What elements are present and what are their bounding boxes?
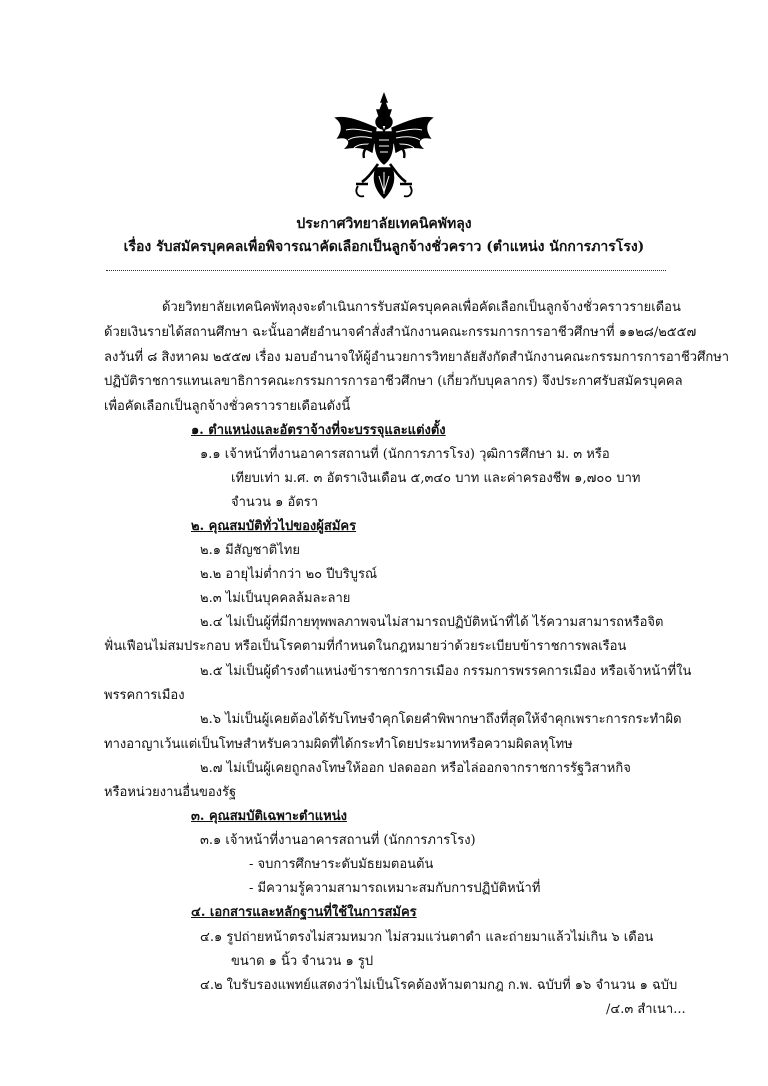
garuda-emblem [332,92,436,202]
intro-line-3: ลงวันที่ ๘ สิงหาคม ๒๕๕๗ เรื่อง มอบอำนาจให้ผู้อำนวยการวิทยาลัยสังกัดสำนักงานคณะกรรมการการอาชีวศึกษา [104,350,730,365]
item-2-6-line-2: ทางอาญาเว้นแต่เป็นโทษสำหรับความผิดที่ได้กระทำโดยประมาทหรือความผิดลหุโทษ [104,737,573,752]
item-3-1: ๓.๑ เจ้าหน้าที่งานอาคารสถานที่ (นักการภารโรง) [200,833,476,848]
item-3-1-bullet-2: - มีความรู้ความสามารถเหมาะสมกับการปฏิบัติหน้าที่ [249,881,541,896]
item-2-4-line-2: ฟั่นเฟือนไม่สมประกอบ หรือเป็นโรคตามที่กำหนดในกฎหมายว่าด้วยระเบียบข้าราชการพลเรือน [104,639,627,654]
item-3-1-bullet-1: - จบการศึกษาระดับมัธยมตอนต้น [249,857,434,872]
item-2-4-line-1: ๒.๔ ไม่เป็นผู้ที่มีกายทุพพลภาพจนไม่สามารถปฏิบัติหน้าที่ได้ ไร้ความสามารถหรือจิต [200,615,664,630]
intro-line-4: ปฏิบัติราชการแทนเลขาธิการคณะกรรมการการอาชีวศึกษา (เกี่ยวกับบุคลากร) จึงประกาศรับสมัครบุคคล [104,374,683,389]
item-4-1-line-2: ขนาด ๑ นิ้ว จำนวน ๑ รูป [231,954,374,969]
item-1-1-line-1: ๑.๑ เจ้าหน้าที่งานอาคารสถานที่ (นักการภารโรง) วุฒิการศึกษา ม. ๓ หรือ [200,447,610,462]
announcement-title: ประกาศวิทยาลัยเทคนิคพัทลุง [296,216,472,232]
announcement-subject: เรื่อง รับสมัครบุคคลเพื่อพิจารณาคัดเลือกเป็นลูกจ้างชั่วคราว (ตำแหน่ง นักการภารโรง) [123,239,645,255]
item-4-2: ๔.๒ ใบรับรองแพทย์แสดงว่าไม่เป็นโรคต้องห้ามตามกฎ ก.พ. ฉบับที่ ๑๖ จำนวน ๑ ฉบับ [200,978,678,993]
continuation-marker: /๔.๓ สำเนา... [606,1002,686,1017]
item-1-1-line-3: จำนวน ๑ อัตรา [231,495,319,510]
header-divider [106,270,666,271]
intro-line-1: ด้วยวิทยาลัยเทคนิคพัทลุงจะดำเนินการรับสมัครบุคคลเพื่อคัดเลือกเป็นลูกจ้างชั่วคราวรายเดือน [162,300,681,315]
item-1-1-line-2: เทียบเท่า ม.ศ. ๓ อัตราเงินเดือน ๕,๓๔๐ บาท และค่าครองชีพ ๑,๗๐๐ บาท [231,471,641,486]
item-2-7-line-2: หรือหน่วยงานอื่นของรัฐ [104,785,237,800]
section-2-heading: ๒. คุณสมบัติทั่วไปของผู้สมัคร [191,519,357,534]
item-2-5-line-1: ๒.๕ ไม่เป็นผู้ดำรงตำแหน่งข้าราชการการเมือง กรรมการพรรคการเมือง หรือเจ้าหน้าที่ใน [200,664,692,679]
intro-line-2: ด้วยเงินรายได้สถานศึกษา ฉะนั้นอาศัยอำนาจคำสั่งสำนักงานคณะกรรมการการอาชีวศึกษาที่ ๑๑๒๘/๒๕๕๗ [104,325,697,340]
item-2-6-line-1: ๒.๖ ไม่เป็นผู้เคยต้องได้รับโทษจำคุกโดยคำพิพากษาถึงที่สุดให้จำคุกเพราะการกระทำผิด [200,712,682,727]
item-2-1: ๒.๑ มีสัญชาติไทย [200,543,300,558]
item-2-2: ๒.๒ อายุไม่ต่ำกว่า ๒๐ ปีบริบูรณ์ [200,567,377,582]
section-1-heading: ๑. ตำแหน่งและอัตราจ้างที่จะบรรจุและแต่งตั้ง [191,423,446,438]
item-2-7-line-1: ๒.๗ ไม่เป็นผู้เคยถูกลงโทษให้ออก ปลดออก หรือไล่ออกจากราชการรัฐวิสาหกิจ [200,761,631,776]
item-2-3: ๒.๓ ไม่เป็นบุคคลล้มละลาย [200,591,351,606]
item-4-1-line-1: ๔.๑ รูปถ่ายหน้าตรงไม่สวมหมวก ไม่สวมแว่นตาดำ และถ่ายมาแล้วไม่เกิน ๖ เดือน [200,930,654,945]
section-4-heading: ๔. เอกสารและหลักฐานที่ใช้ในการสมัคร [191,905,417,920]
item-2-5-line-2: พรรคการเมือง [104,688,185,703]
section-3-heading: ๓. คุณสมบัติเฉพาะตำแหน่ง [191,809,347,824]
intro-line-5: เพื่อคัดเลือกเป็นลูกจ้างชั่วคราวรายเดือนดังนี้ [104,399,351,414]
